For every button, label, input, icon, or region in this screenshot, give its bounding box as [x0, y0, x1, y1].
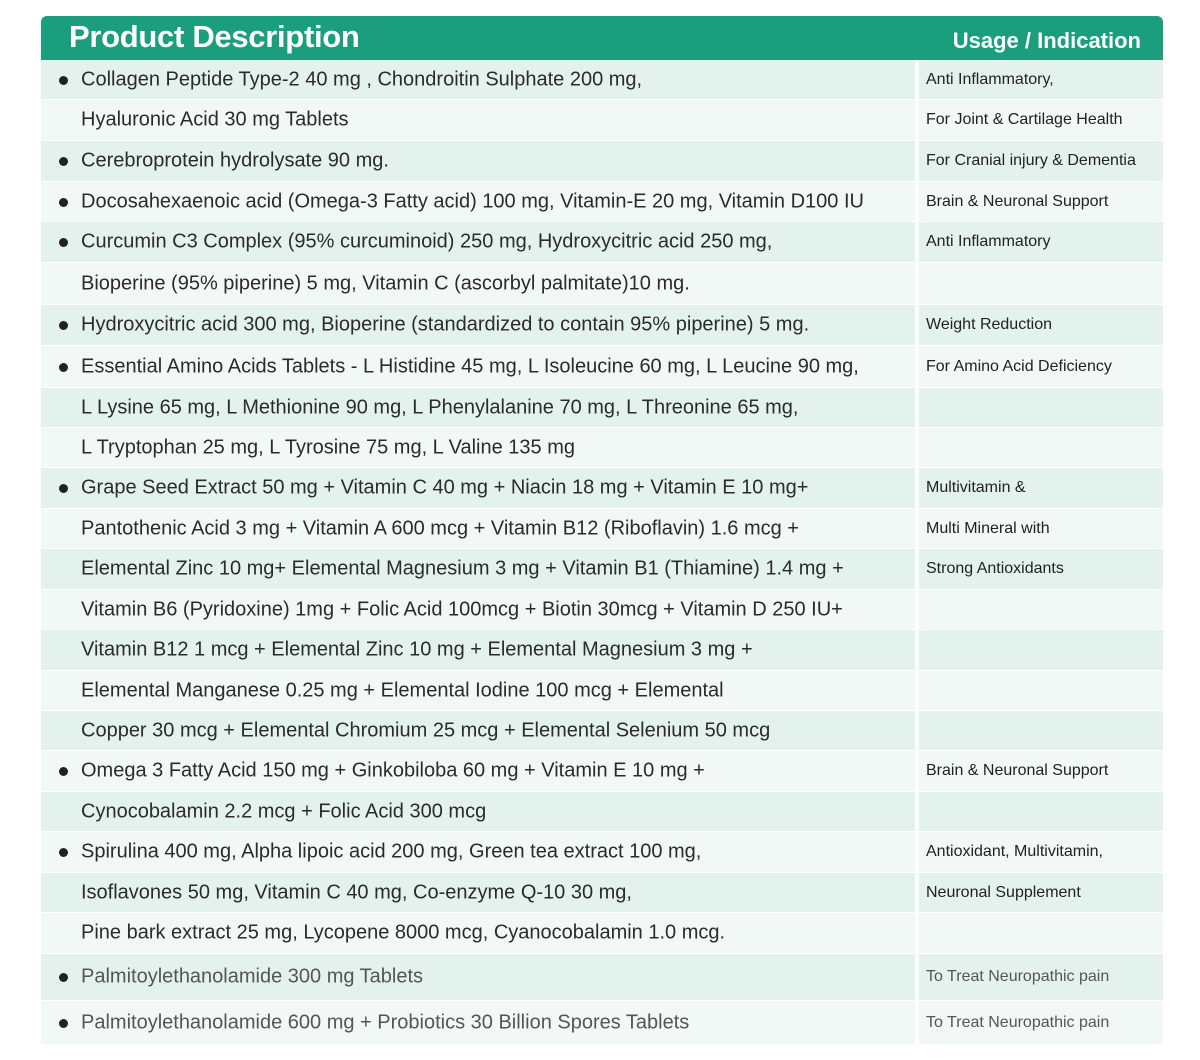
- bullet-icon: [59, 157, 68, 166]
- description-cell: [41, 141, 915, 181]
- description-cell: [41, 711, 915, 750]
- bullet-icon: [59, 848, 68, 857]
- description-text: Copper 30 mcg + Elemental Chromium 25 mcg + Elemental Selenium 50 mcg: [81, 719, 771, 741]
- usage-cell: [919, 590, 1163, 629]
- description-cell: [41, 751, 915, 791]
- bullet-icon: [59, 238, 68, 247]
- description-cell: [41, 873, 915, 912]
- usage-cell: [919, 100, 1163, 140]
- table-row: [41, 751, 1163, 791]
- usage-text: Brain & Neuronal Support: [926, 192, 1109, 210]
- table-row: [41, 263, 1163, 304]
- usage-cell: [919, 509, 1163, 548]
- description-text: L Lysine 65 mg, L Methionine 90 mg, L Phenylalanine 70 mg, L Threonine 65 mg,: [81, 396, 799, 418]
- description-cell: [41, 346, 915, 387]
- table-row: [41, 954, 1163, 1000]
- description-cell: [41, 388, 915, 427]
- product-table: [41, 16, 1163, 1033]
- table-row: [41, 428, 1163, 467]
- table-row: [41, 468, 1163, 508]
- table-row: [41, 305, 1163, 345]
- bullet-icon: [59, 767, 68, 776]
- description-cell: [41, 182, 915, 221]
- table-row: [41, 671, 1163, 710]
- description-cell: [41, 630, 915, 670]
- description-cell: [41, 222, 915, 262]
- usage-cell: [919, 1001, 1163, 1044]
- description-text: Pantothenic Acid 3 mg + Vitamin A 600 mcg + Vitamin B12 (Riboflavin) 1.6 mcg +: [81, 517, 799, 539]
- usage-cell: [919, 832, 1163, 872]
- table-row: [41, 590, 1163, 629]
- table-row: [41, 792, 1163, 831]
- description-text: Elemental Zinc 10 mg+ Elemental Magnesium 3 mg + Vitamin B1 (Thiamine) 1.4 mg +: [81, 557, 844, 580]
- description-cell: [41, 792, 915, 831]
- description-text: Essential Amino Acids Tablets - L Histidine 45 mg, L Isoleucine 60 mg, L Leucine 90 mg,: [81, 355, 859, 377]
- usage-cell: [919, 182, 1163, 221]
- table-row: [41, 346, 1163, 387]
- description-cell: [41, 549, 915, 589]
- usage-cell: [919, 468, 1163, 508]
- bullet-icon: [59, 76, 68, 85]
- description-text: Vitamin B6 (Pyridoxine) 1mg + Folic Acid 100mcg + Biotin 30mcg + Vitamin D 250 IU+: [81, 598, 843, 620]
- description-cell: [41, 954, 915, 1000]
- description-cell: [41, 1001, 915, 1044]
- usage-cell: [919, 222, 1163, 262]
- table-row: [41, 711, 1163, 750]
- bullet-icon: [59, 321, 68, 330]
- usage-text: For Joint & Cartilage Health: [926, 111, 1123, 128]
- usage-cell: [919, 630, 1163, 670]
- usage-cell: [919, 346, 1163, 387]
- usage-text: To Treat Neuropathic pain: [926, 968, 1110, 985]
- table-row: [41, 1001, 1163, 1044]
- description-text: Cynocobalamin 2.2 mcg + Folic Acid 300 mcg: [81, 800, 487, 822]
- usage-text: Neuronal Supplement: [926, 883, 1081, 901]
- header-usage: Usage / Indication: [952, 28, 1141, 53]
- description-text: Hydroxycitric acid 300 mg, Bioperine (standardized to contain 95% piperine) 5 mg.: [81, 313, 810, 336]
- usage-text: To Treat Neuropathic pain: [926, 1013, 1110, 1031]
- header-title: Product Description: [69, 19, 360, 54]
- usage-cell: [919, 549, 1163, 589]
- usage-cell: [919, 428, 1163, 467]
- usage-cell: [919, 141, 1163, 181]
- table-row: [41, 60, 1163, 99]
- description-text: Bioperine (95% piperine) 5 mg, Vitamin C (ascorbyl palmitate)10 mg.: [81, 272, 690, 294]
- description-cell: [41, 671, 915, 710]
- bullet-icon: [59, 363, 68, 372]
- usage-cell: [919, 60, 1163, 99]
- description-cell: [41, 468, 915, 508]
- usage-cell: [919, 263, 1163, 304]
- description-text: Palmitoylethanolamide 300 mg Tablets: [81, 965, 424, 988]
- usage-cell: [919, 751, 1163, 791]
- description-cell: [41, 100, 915, 140]
- usage-text: Weight Reduction: [926, 316, 1052, 333]
- usage-cell: [919, 792, 1163, 831]
- usage-text: Anti Inflammatory: [926, 233, 1051, 250]
- usage-cell: [919, 954, 1163, 1000]
- table-row: [41, 388, 1163, 427]
- table-row: [41, 222, 1163, 262]
- description-text: Elemental Manganese 0.25 mg + Elemental Iodine 100 mcg + Elemental: [81, 679, 724, 701]
- description-text: Docosahexaenoic acid (Omega-3 Fatty acid) 100 mg, Vitamin-E 20 mg, Vitamin D100 IU: [81, 190, 864, 212]
- usage-cell: [919, 671, 1163, 710]
- description-text: Pine bark extract 25 mg, Lycopene 8000 mcg, Cyanocobalamin 1.0 mcg.: [81, 921, 726, 944]
- description-cell: [41, 913, 915, 953]
- usage-text: For Cranial injury & Dementia: [926, 152, 1136, 169]
- description-cell: [41, 590, 915, 629]
- description-text: L Tryptophan 25 mg, L Tyrosine 75 mg, L Valine 135 mg: [81, 436, 575, 458]
- usage-text: Antioxidant, Multivitamin,: [926, 843, 1103, 860]
- table-row: [41, 913, 1163, 953]
- bullet-icon: [59, 973, 68, 982]
- table-row: [41, 630, 1163, 670]
- description-text: Grape Seed Extract 50 mg + Vitamin C 40 mg + Niacin 18 mg + Vitamin E 10 mg+: [81, 476, 809, 499]
- table-header: [41, 16, 1163, 60]
- description-cell: [41, 428, 915, 467]
- bullet-icon: [59, 484, 68, 493]
- description-text: Palmitoylethanolamide 600 mg + Probiotics 30 Billion Spores Tablets: [81, 1011, 690, 1033]
- description-text: Curcumin C3 Complex (95% curcuminoid) 250 mg, Hydroxycitric acid 250 mg,: [81, 230, 773, 253]
- description-text: Vitamin B12 1 mcg + Elemental Zinc 10 mg + Elemental Magnesium 3 mg +: [81, 638, 753, 661]
- table-row: [41, 873, 1163, 912]
- description-cell: [41, 832, 915, 872]
- table-row: [41, 100, 1163, 140]
- description-text: Cerebroprotein hydrolysate 90 mg.: [81, 149, 389, 172]
- description-cell: [41, 263, 915, 304]
- description-text: Spirulina 400 mg, Alpha lipoic acid 200 mg, Green tea extract 100 mg,: [81, 840, 702, 863]
- table-row: [41, 141, 1163, 181]
- usage-text: For Amino Acid Deficiency: [926, 357, 1112, 375]
- description-text: Omega 3 Fatty Acid 150 mg + Ginkobiloba 60 mg + Vitamin E 10 mg +: [81, 759, 705, 782]
- usage-text: Multi Mineral with: [926, 519, 1050, 537]
- description-cell: [41, 509, 915, 548]
- usage-text: Multivitamin &: [926, 479, 1026, 496]
- usage-text: Anti Inflammatory,: [926, 70, 1054, 88]
- table-row: [41, 549, 1163, 589]
- usage-text: Brain & Neuronal Support: [926, 762, 1109, 779]
- usage-cell: [919, 873, 1163, 912]
- usage-text: Strong Antioxidants: [926, 560, 1064, 577]
- usage-cell: [919, 388, 1163, 427]
- usage-cell: [919, 711, 1163, 750]
- table-row: [41, 182, 1163, 221]
- description-cell: [41, 60, 915, 99]
- bullet-icon: [59, 1019, 68, 1028]
- description-text: Isoflavones 50 mg, Vitamin C 40 mg, Co-enzyme Q-10 30 mg,: [81, 881, 632, 903]
- usage-cell: [919, 913, 1163, 953]
- table-row: [41, 509, 1163, 548]
- bullet-icon: [59, 198, 68, 207]
- description-cell: [41, 305, 915, 345]
- description-text: Collagen Peptide Type-2 40 mg , Chondroitin Sulphate 200 mg,: [81, 68, 643, 90]
- table-row: [41, 832, 1163, 872]
- usage-cell: [919, 305, 1163, 345]
- description-text: Hyaluronic Acid 30 mg Tablets: [81, 108, 349, 131]
